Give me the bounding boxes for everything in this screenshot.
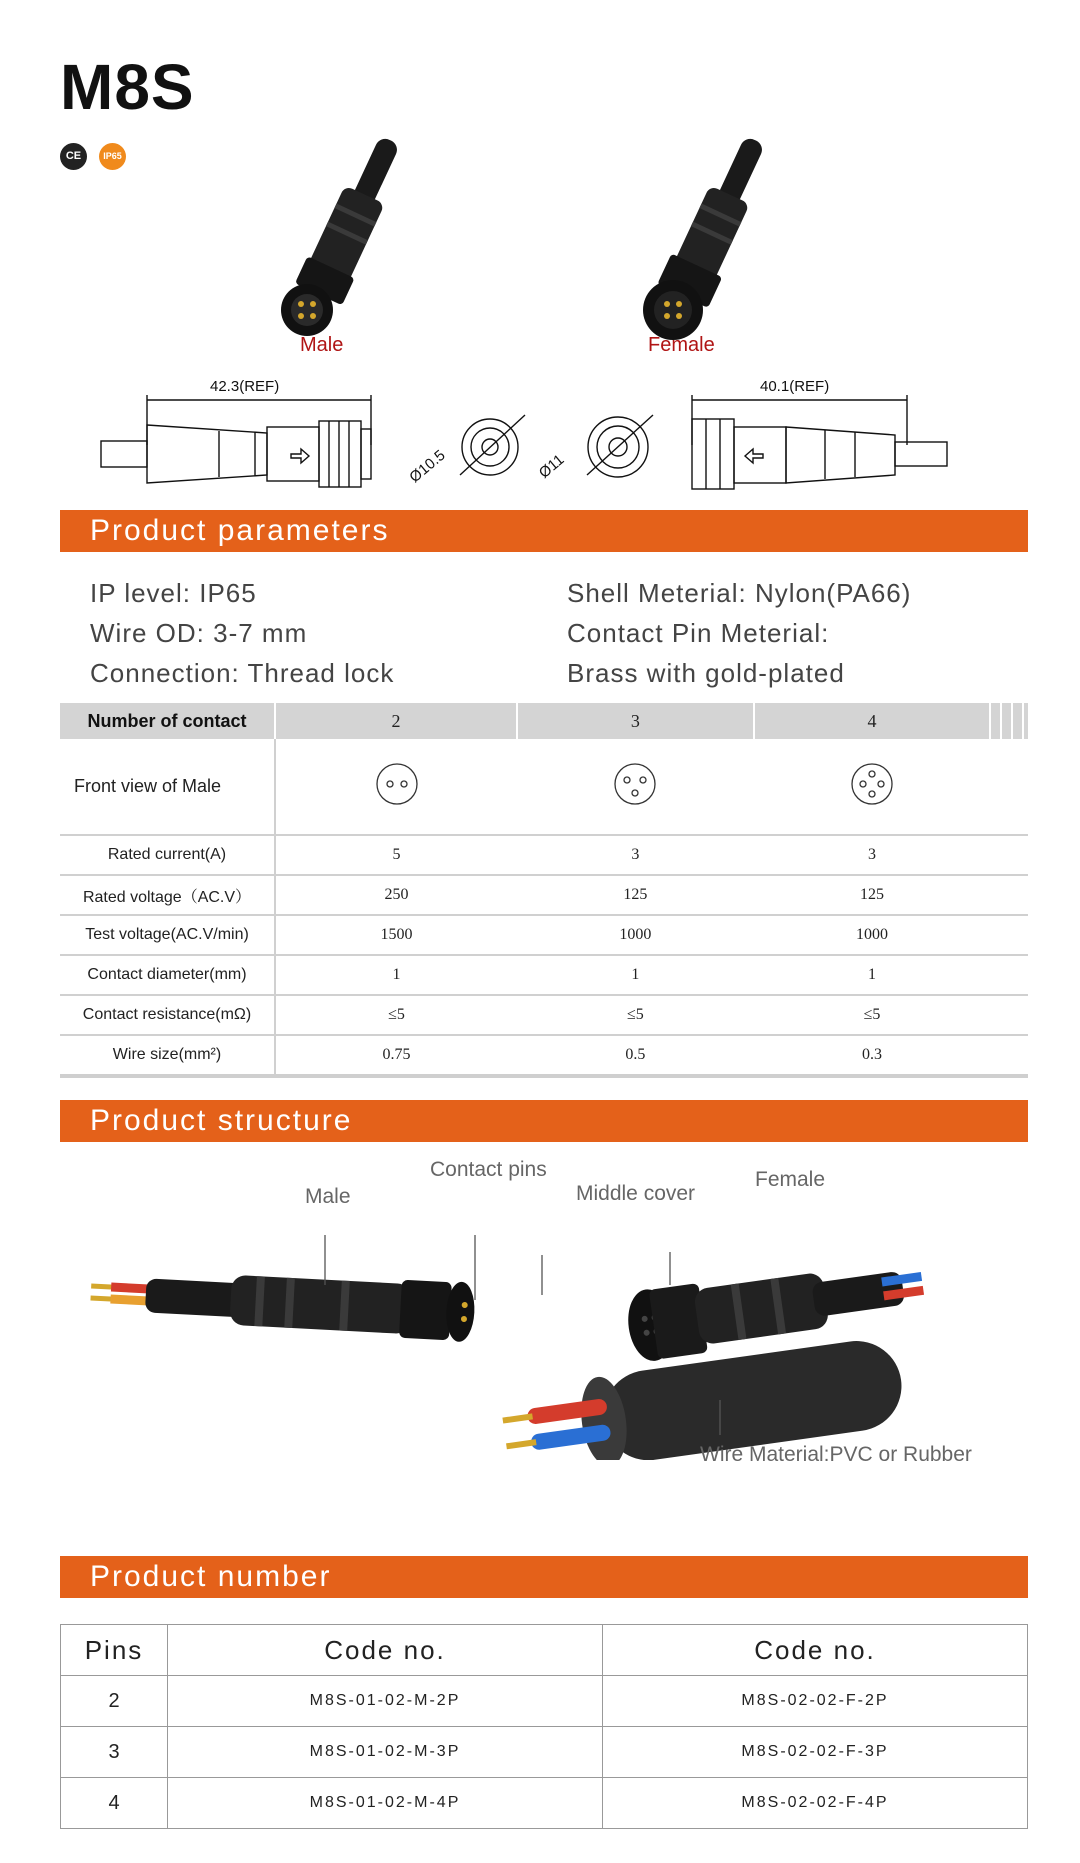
spec-header-row (60, 703, 1028, 739)
spec-row-label: Rated current(A) (60, 835, 275, 875)
spec-cell: 125 (517, 875, 754, 915)
spec-row (60, 995, 1028, 1035)
spec-cell: 1 (275, 955, 517, 995)
product-number-table (60, 1624, 1028, 1829)
param-connection: Connection: Thread lock (90, 658, 395, 688)
label-middle-cover: Middle cover (576, 1182, 696, 1205)
param-contact-pin-material: Contact Pin Meterial: (567, 618, 830, 648)
structure-illustration (80, 1200, 1010, 1460)
spec-cell: ≤5 (275, 995, 517, 1035)
spec-cell: 0.5 (517, 1035, 754, 1076)
spec-cell: 250 (275, 875, 517, 915)
ip65-cert-icon: IP65 (99, 143, 126, 170)
front-view-4pin-icon (850, 762, 894, 806)
pn-male-code: M8S-01-02-M-4P (168, 1778, 603, 1829)
spec-front-view-row (60, 739, 1028, 835)
spec-empty-col (990, 703, 1001, 739)
section-bar-number (60, 1556, 1028, 1598)
pn-row (61, 1778, 1028, 1829)
spec-col-2: 2 (275, 703, 517, 739)
male-caption: Male (300, 334, 344, 356)
spec-cell: 1000 (754, 915, 991, 955)
male-length-dim: 42.3(REF) (210, 378, 280, 395)
spec-row (60, 1035, 1028, 1076)
spec-cell: 125 (754, 875, 991, 915)
label-male: Male (305, 1185, 351, 1208)
spec-row (60, 875, 1028, 915)
spec-row (60, 915, 1028, 955)
pn-female-code: M8S-02-02-F-4P (603, 1778, 1028, 1829)
female-connector-image (625, 130, 795, 340)
section-bar-structure (60, 1100, 1028, 1142)
spec-cell: ≤5 (754, 995, 991, 1035)
spec-cell: 1500 (275, 915, 517, 955)
spec-empty-col (1012, 703, 1023, 739)
male-connector-image (260, 130, 430, 340)
spec-cell: 0.75 (275, 1035, 517, 1076)
spec-row-label: Contact resistance(mΩ) (60, 995, 275, 1035)
pn-header-male-code: Code no. (168, 1625, 603, 1676)
male-diameter-dim: Ø10.5 (406, 446, 449, 487)
female-diameter-dim: Ø11 (535, 451, 568, 482)
pn-header-pins: Pins (61, 1625, 168, 1676)
label-female: Female (755, 1168, 826, 1191)
spec-row-label: Wire size(mm²) (60, 1035, 275, 1076)
female-length-dim: 40.1(REF) (760, 378, 830, 395)
spec-empty-col (1023, 703, 1028, 739)
pn-female-code: M8S-02-02-F-2P (603, 1676, 1028, 1727)
pn-header-row (61, 1625, 1028, 1676)
pn-male-code: M8S-01-02-M-2P (168, 1676, 603, 1727)
param-wire-od: Wire OD: 3-7 mm (90, 618, 308, 648)
spec-cell: 5 (275, 835, 517, 875)
section-title: Product parameters (90, 514, 390, 547)
pn-row (61, 1727, 1028, 1778)
spec-col-3: 3 (517, 703, 754, 739)
section-title: Product number (90, 1560, 332, 1593)
spec-cell: 1 (517, 955, 754, 995)
front-view-2pin-icon (375, 762, 419, 806)
pn-pins: 4 (61, 1778, 168, 1829)
spec-row (60, 955, 1028, 995)
spec-cell: ≤5 (517, 995, 754, 1035)
label-wire-material: Wire Material:PVC or Rubber (700, 1443, 972, 1466)
pn-pins: 3 (61, 1727, 168, 1778)
front-view-3pin-icon (613, 762, 657, 806)
spec-cell: 1000 (517, 915, 754, 955)
spec-cell: 3 (517, 835, 754, 875)
label-contact-pins: Contact pins (430, 1158, 547, 1181)
spec-row-label: Contact diameter(mm) (60, 955, 275, 995)
section-title: Product structure (90, 1104, 353, 1137)
spec-table (60, 703, 1028, 1078)
female-caption: Female (648, 334, 715, 356)
pn-female-code: M8S-02-02-F-3P (603, 1727, 1028, 1778)
ce-cert-icon: CE (60, 143, 87, 170)
spec-cell: 3 (754, 835, 991, 875)
pn-header-female-code: Code no. (603, 1625, 1028, 1676)
spec-header-label: Number of contact (60, 703, 275, 739)
spec-col-4: 4 (754, 703, 991, 739)
spec-empty-col (1001, 703, 1012, 739)
spec-cell: 0.3 (754, 1035, 991, 1076)
spec-row-label: Test voltage(AC.V/min) (60, 915, 275, 955)
pn-male-code: M8S-01-02-M-3P (168, 1727, 603, 1778)
param-ip-level: IP level: IP65 (90, 578, 257, 608)
section-bar-parameters (60, 510, 1028, 552)
spec-row-label: Rated voltage（AC.V） (60, 875, 275, 915)
pn-row (61, 1676, 1028, 1727)
page-title: M8S (60, 51, 195, 123)
param-shell-material: Shell Meterial: Nylon(PA66) (567, 578, 912, 608)
param-contact-pin-material-2: Brass with gold-plated (567, 658, 845, 688)
spec-front-view-label: Front view of Male (60, 739, 275, 835)
pn-pins: 2 (61, 1676, 168, 1727)
spec-row (60, 835, 1028, 875)
spec-cell: 1 (754, 955, 991, 995)
